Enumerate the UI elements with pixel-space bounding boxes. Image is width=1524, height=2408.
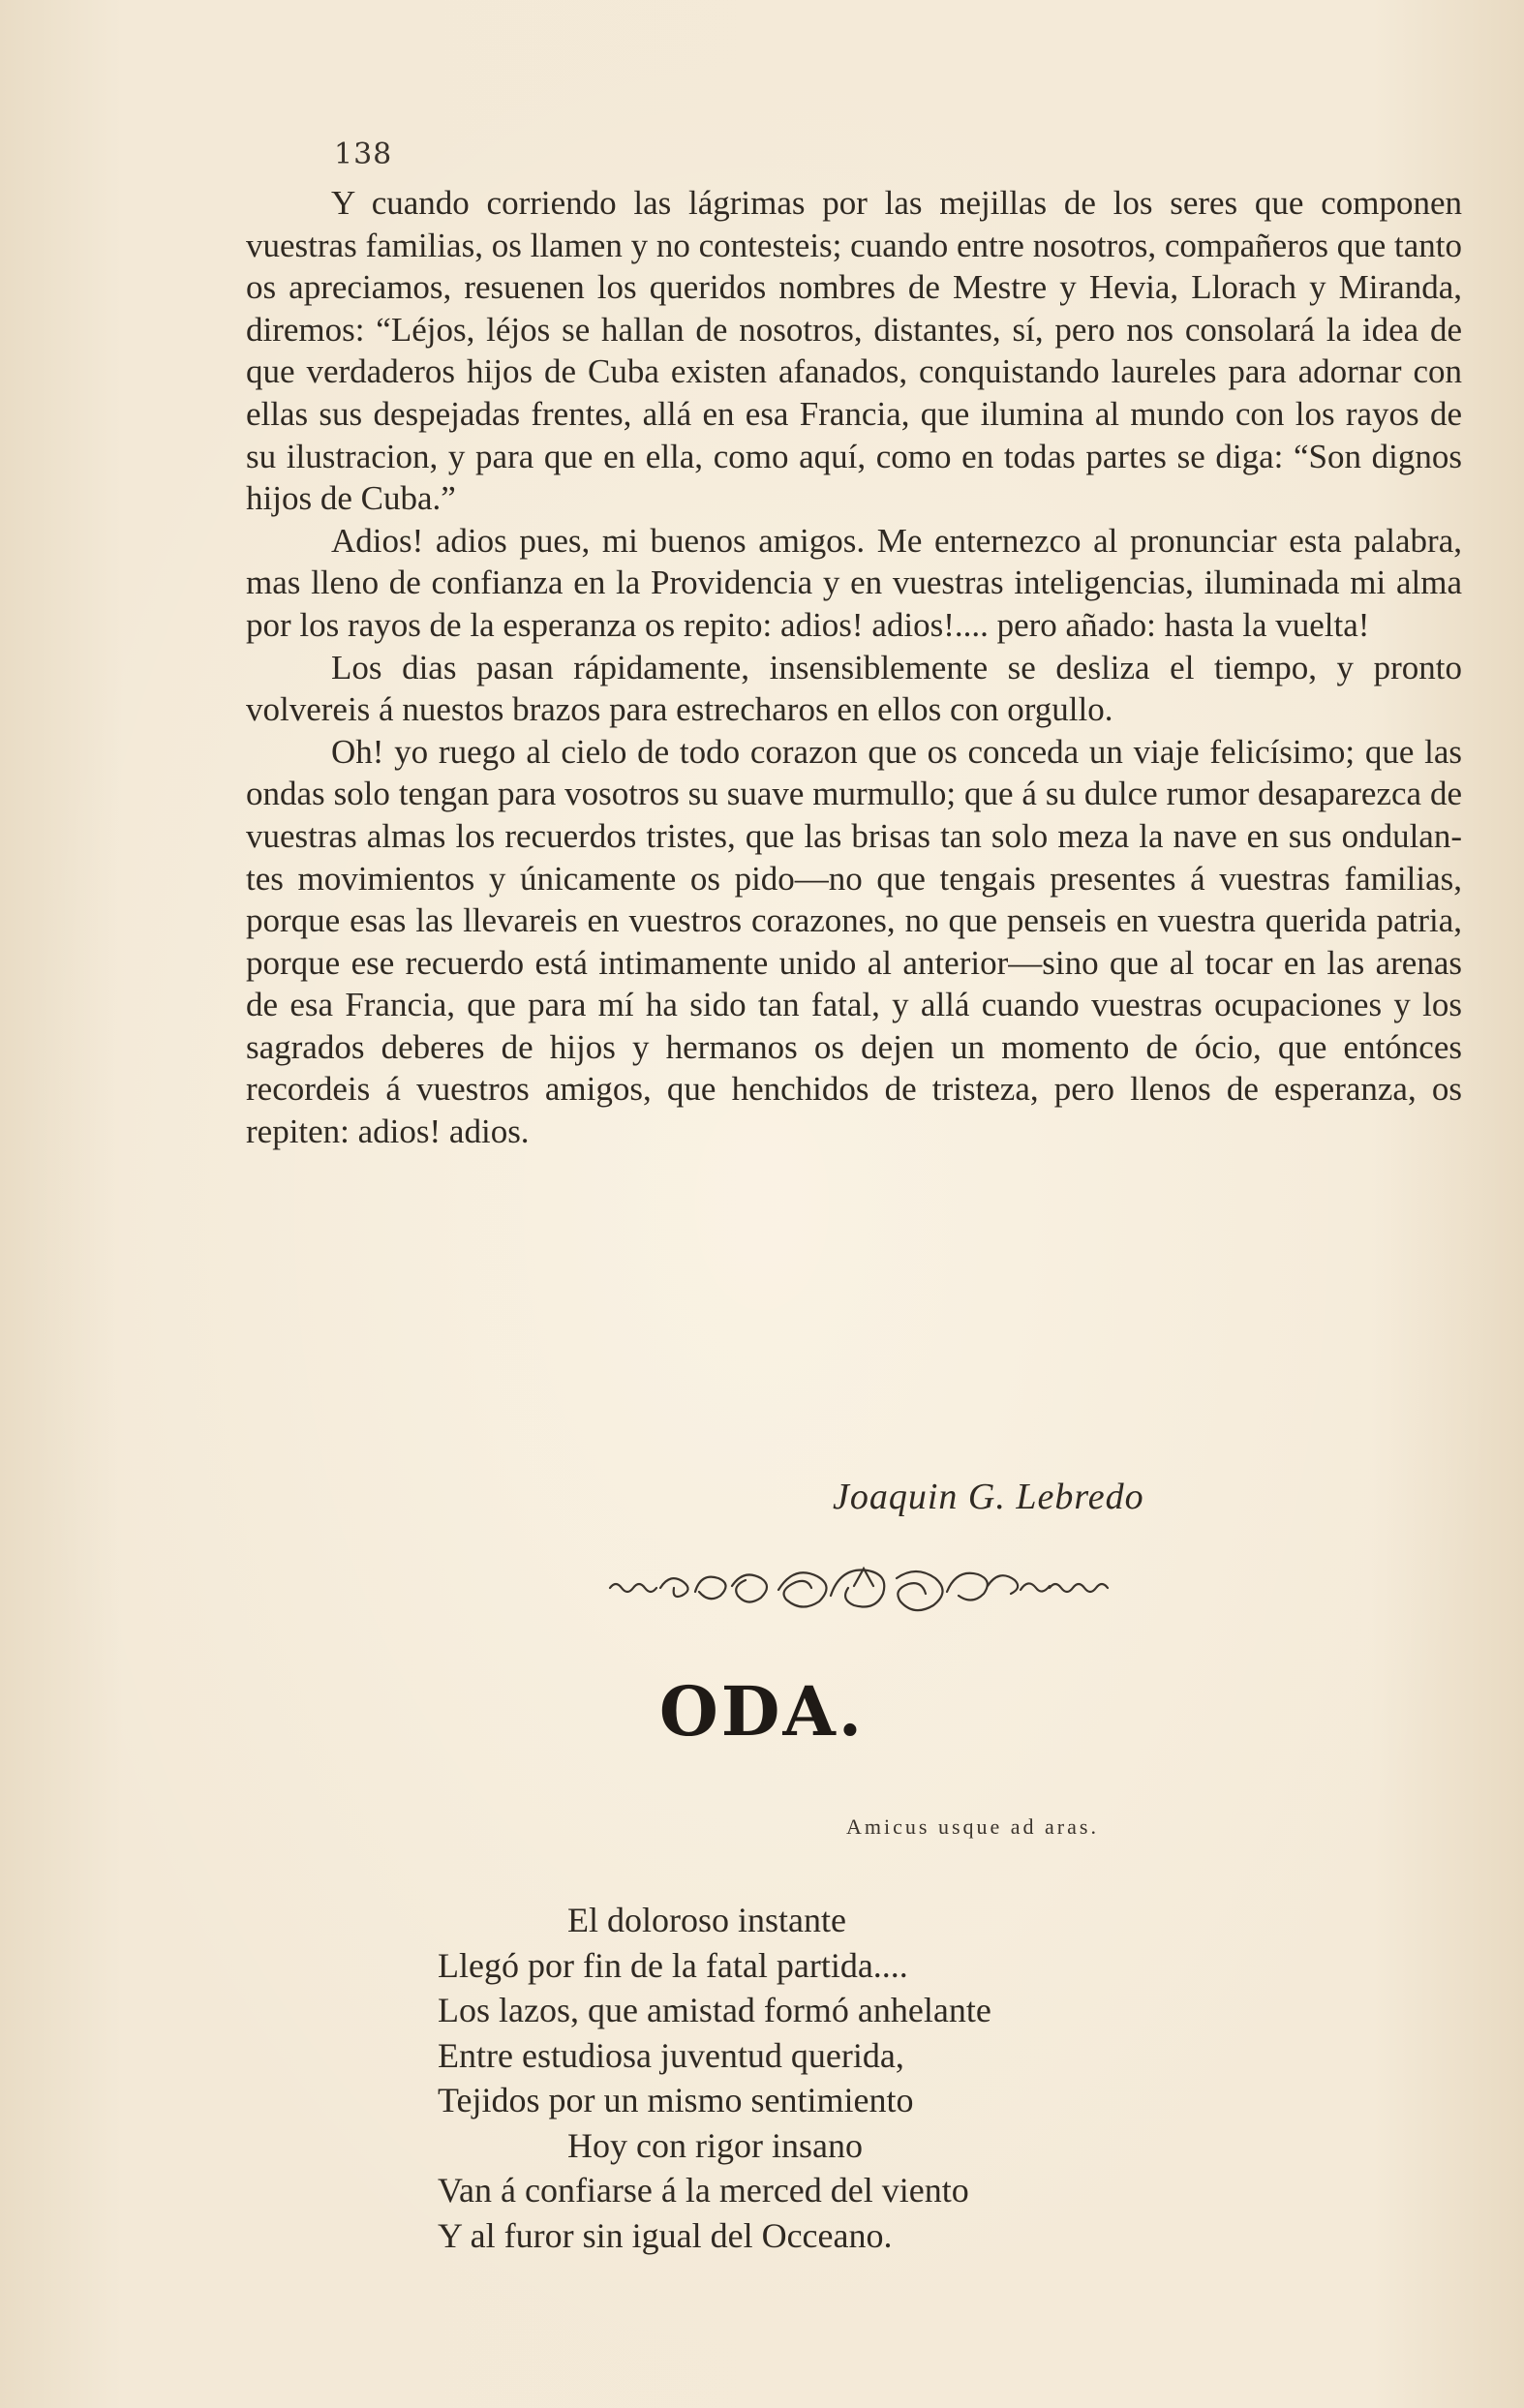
ode-title: ODA. [658, 1671, 866, 1752]
poem-stanza [0, 1898, 1524, 2258]
poem-line: Van á confiarse á la merced del viento [438, 2171, 969, 2210]
poem-line: Los lazos, que amistad formó anhelante [438, 1991, 991, 2029]
paragraph: Adios! adios pues, mi buenos amigos. Me enternezco al pronunciar esta palabra, mas lleno de confianza en la Providencia y en vuestras inteligencias, iluminada mi alma por los rayos de la esperanza os repito: adios! adios!.... pero añado: hasta la vuelta! [246, 521, 1462, 644]
paragraph: Oh! yo ruego al cielo de todo corazon que os conceda un viaje felicísimo; que las ondas solo tengan para vosotros su suave murmullo; que á su dulce rumor desaparezca de vuestras almas los recuerdos tristes, que las brisas tan solo meza la nave en sus ondulantes movimientos y únicamente os pido—no que tengais presentes á vuestras familias, porque esas las llevareis en vuestros corazones, no que penseis en vuestra querida patria, porque ese recuerdo está intimamente unido al anterior—sino que al tocar en las arenas de esa Francia, que para mí ha sido tan fatal, y allá cuando vuestras ocupaciones y los sagrados deberes de hijos y hermanos os dejen un momento de ócio, que entónces recordeis á vuestros amigos, que henchidos de tristeza, pero llenos de esperanza, os repiten: adios! adios. [246, 732, 1462, 1151]
page-number: 138 [334, 137, 393, 171]
poem-line: Y al furor sin igual del Occeano. [438, 2215, 893, 2255]
prose-body [246, 182, 1462, 1153]
paragraph: Y cuando corriendo las lágrimas por las mejillas de los seres que componen vuestras familias, os llamen y no contesteis; cuando entre nosotros, compañeros que tanto os apreciamos, resuenen los queridos nombres de Mestre y Hevia, Llorach y Miranda, diremos: “Léjos, léjos se hallan de nosotros, distantes, sí, pero nos consolará la idea de que verdaderos hijos de Cuba existen afanados, conquistando laureles para adornar con ellas sus despejadas frentes, allá en esa Francia, que ilumina al mundo con los rayos de su ilustracion, y para que en ella, como aquí, como en todas partes se diga: “Son dignos hijos de Cuba.” [246, 184, 1462, 518]
epigraph: Amicus usque ad aras. [846, 1814, 1099, 1839]
poem-line: Hoy con rigor insano [567, 2125, 863, 2165]
flourish-divider-icon [606, 1557, 1129, 1615]
poem-line: Tejidos por un mismo sentimiento [438, 2081, 914, 2119]
poem-line: Entre estudiosa juventud querida, [438, 2035, 904, 2075]
poem-line: El doloroso instante [567, 1901, 846, 1939]
author-signature: Joaquin G. Lebredo [833, 1477, 1144, 1517]
paragraph: Los dias pasan rápidamente, insensiblemente se desliza el tiempo, y pronto volvereis á nuestos brazos para estrecharos en ellos con orgullo. [246, 648, 1462, 729]
poem-line: Llegó por fin de la fatal partida.... [438, 1945, 908, 1985]
